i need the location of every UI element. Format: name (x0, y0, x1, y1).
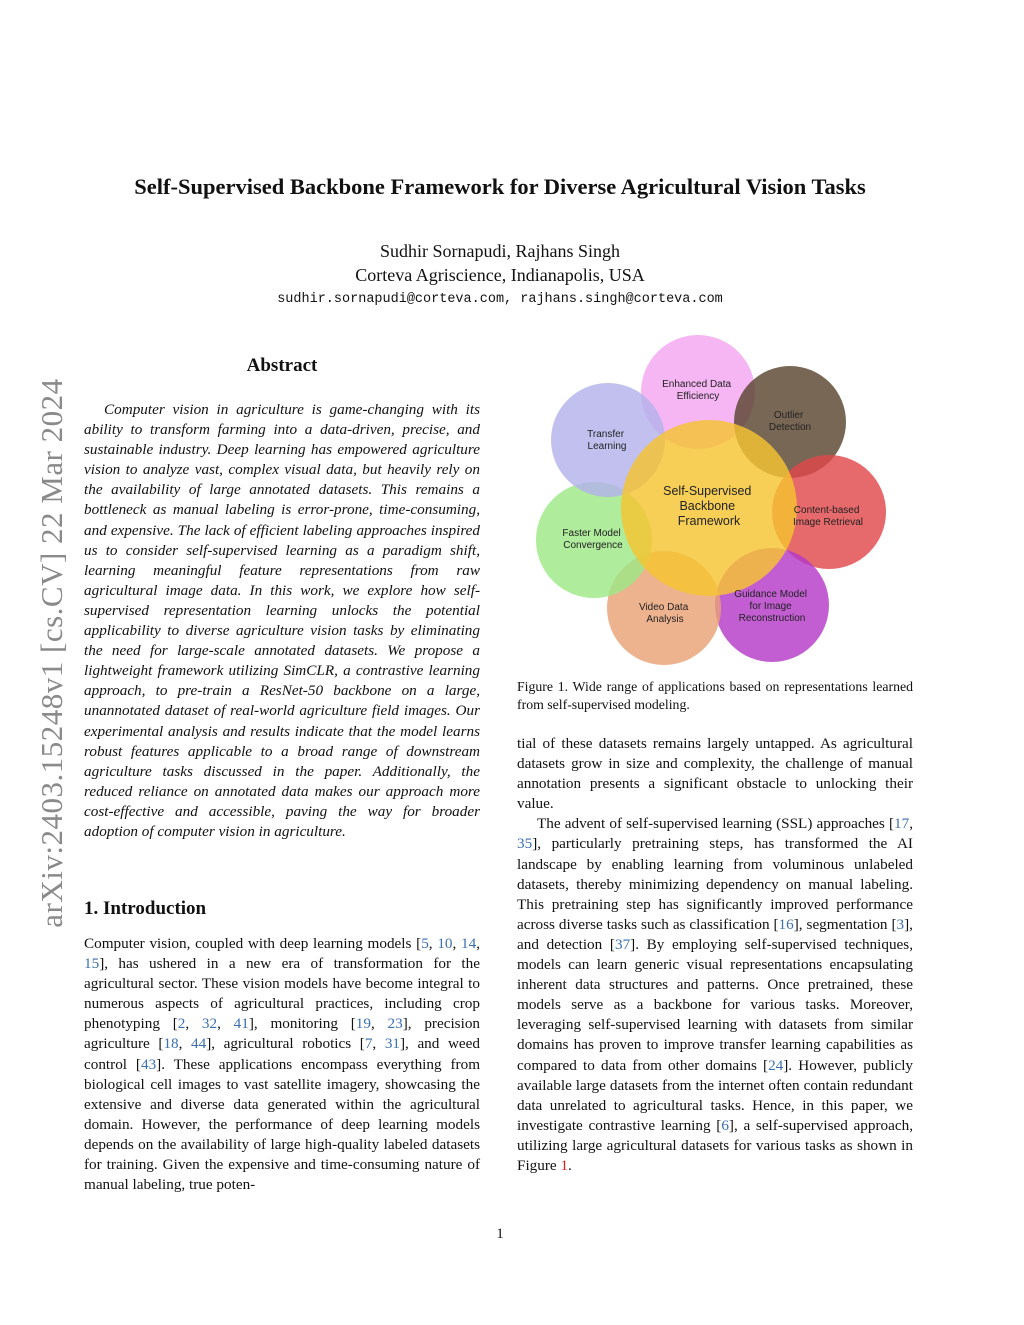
introduction-paragraph: Computer vision, coupled with deep learning models [5, 10, 14, 15], has ushered in a new era of transformation for the agricultural sector. These vision models have become integral to numerous aspects of agricultural practices, including crop phenotyping [2, 32, 41], monitoring [19, 23], precision agriculture [18, 44], agricultural robotics [7, 31], and weed control [43]. These applications encompass everything from biological cell images to vast satellite imagery, showcasing the extensive and diverse data generated within the agricultural domain. However, the performance of deep learning models depends on the availability of large high-quality labeled datasets for training. Given the expensive and time-consuming nature of manual labeling, true poten- (84, 935, 481, 1194)
citation-link[interactable]: 16 (778, 915, 794, 933)
author-emails: sudhir.sornapudi@corteva.com, rajhans.singh@corteva.com (277, 292, 723, 307)
citation-link[interactable]: 2 (177, 1015, 186, 1033)
page-number: 1 (496, 1226, 504, 1242)
citation-link[interactable]: 43 (140, 1055, 157, 1073)
introduction-heading: 1. Introduction (84, 898, 207, 919)
paper-title: Self-Supervised Backbone Framework for Diverse Agricultural Vision Tasks (134, 174, 866, 199)
citation-link[interactable]: 44 (191, 1035, 207, 1053)
citation-link[interactable]: 19 (355, 1015, 371, 1033)
venn-diagram-svg (517, 330, 917, 670)
petal-label-faster: Faster Model Convergence (562, 528, 623, 551)
author-list: Sudhir Sornapudi, Rajhans Singh (379, 241, 620, 261)
right-column-paragraph-2: The advent of self-supervised learning (SSL) approaches [17, 35], particularly pretraining steps, has transformed the AI landscape by enabling learning from voluminous unlabeled datasets, thereby minimizing dependency on manual labeling. This pretraining step has significantly improved performance across diverse tasks such as classification [16], segmentation [3], and detection [37]. By employing self-supervised techniques, models can learn generic visual representations encapsulating inherent data structures and patterns. Once pretrained, these models serve as a backbone for various tasks. Moreover, leveraging self-supervised learning with datasets from similar domains has proven to improve transfer learning capabilities as compared to data from other domains [24]. However, publicly available large datasets from the internet often contain redundant data unrelated to agricultural tasks. Hence, in this paper, we investigate contrastive learning [6], a self-supervised approach, utilizing large agricultural datasets for various tasks as shown in Figure 1. (517, 815, 914, 1174)
citation-link[interactable]: 23 (387, 1015, 403, 1033)
citation-link[interactable]: 3 (896, 915, 905, 933)
citation-link[interactable]: 15 (84, 955, 100, 973)
petal-label-outlier: Outlier Detection (768, 410, 812, 433)
citation-link[interactable]: 24 (768, 1056, 784, 1074)
citation-link[interactable]: 35 (517, 835, 533, 853)
citation-link[interactable]: 17 (894, 815, 910, 833)
citation-link[interactable]: 31 (384, 1035, 400, 1053)
right-column-paragraph-1: tial of these datasets remains largely untapped. As agricultural datasets grow in size and complexity, the challenge of manual annotation presents a significant obstacle to unlocking their value. (517, 735, 913, 813)
abstract-text: Computer vision in agriculture is game-changing with its ability to transform farming into a data-driven, precise, and sustainable industry. Deep learning has empowered agriculture vision to analyze vast, complex visual data, but heavily rely on the availability of large annotated datasets. This remains a bottleneck as manual labeling is error-prone, time-consuming, and expensive. The lack of efficient labeling approaches inspired us to consider self-supervised learning as a paradigm shift, learning meaningful feature representations from raw agricultural image data. In this work, we explore how self-supervised representation learning unlocks the potential applicability to diverse agriculture vision tasks by eliminating the need for large-scale annotated datasets. We propose a lightweight framework utilizing SimCLR, a contrastive learning approach, to pre-train a ResNet-50 backbone on a large, unannotated dataset of real-world agriculture field images. Our experimental analysis and results indicate that the model learns robust features applicable to a broad range of downstream agriculture tasks discussed in the paper. Additionally, the reduced reliance on annotated data makes our approach more cost-effective and accessible, paving the way for broader adoption of computer vision in agriculture. (84, 401, 480, 840)
citation-link[interactable]: 41 (233, 1015, 249, 1033)
citation-link[interactable]: 7 (364, 1035, 373, 1053)
citation-link[interactable]: 32 (201, 1015, 218, 1033)
citation-link[interactable]: 37 (614, 935, 631, 953)
petal-label-video: Video Data Analysis (638, 602, 689, 625)
petal-label-transfer: Transfer Learning (587, 429, 627, 452)
author-affiliation: Corteva Agriscience, Indianapolis, USA (355, 265, 645, 285)
citation-link[interactable]: 6 (721, 1116, 729, 1134)
citation-link[interactable]: 5 (421, 935, 429, 952)
petal-label-guidance: Guidance Model for Image Reconstruction (734, 589, 808, 624)
right-column-text (517, 734, 913, 1176)
figure-1-caption: Figure 1. Wide range of applications based on representations learned from self-supervised modeling. (517, 679, 913, 712)
figure-1-venn-diagram (517, 330, 917, 670)
figure-reference-link[interactable]: 1 (560, 1156, 569, 1174)
citation-link[interactable]: 10 (437, 935, 453, 952)
citation-link[interactable]: 18 (163, 1035, 179, 1053)
center-label: Self-Supervised Backbone Framework (663, 484, 752, 528)
abstract-heading: Abstract (246, 355, 318, 376)
petal-label-enhanced: Enhanced Data Efficiency (662, 379, 732, 402)
petal-label-content: Content-based Image Retrieval (792, 505, 864, 528)
citation-link[interactable]: 14 (461, 935, 477, 952)
arxiv-identifier-stamp: arXiv:2403.15248v1 [cs.CV] 22 Mar 2024 (34, 378, 69, 928)
